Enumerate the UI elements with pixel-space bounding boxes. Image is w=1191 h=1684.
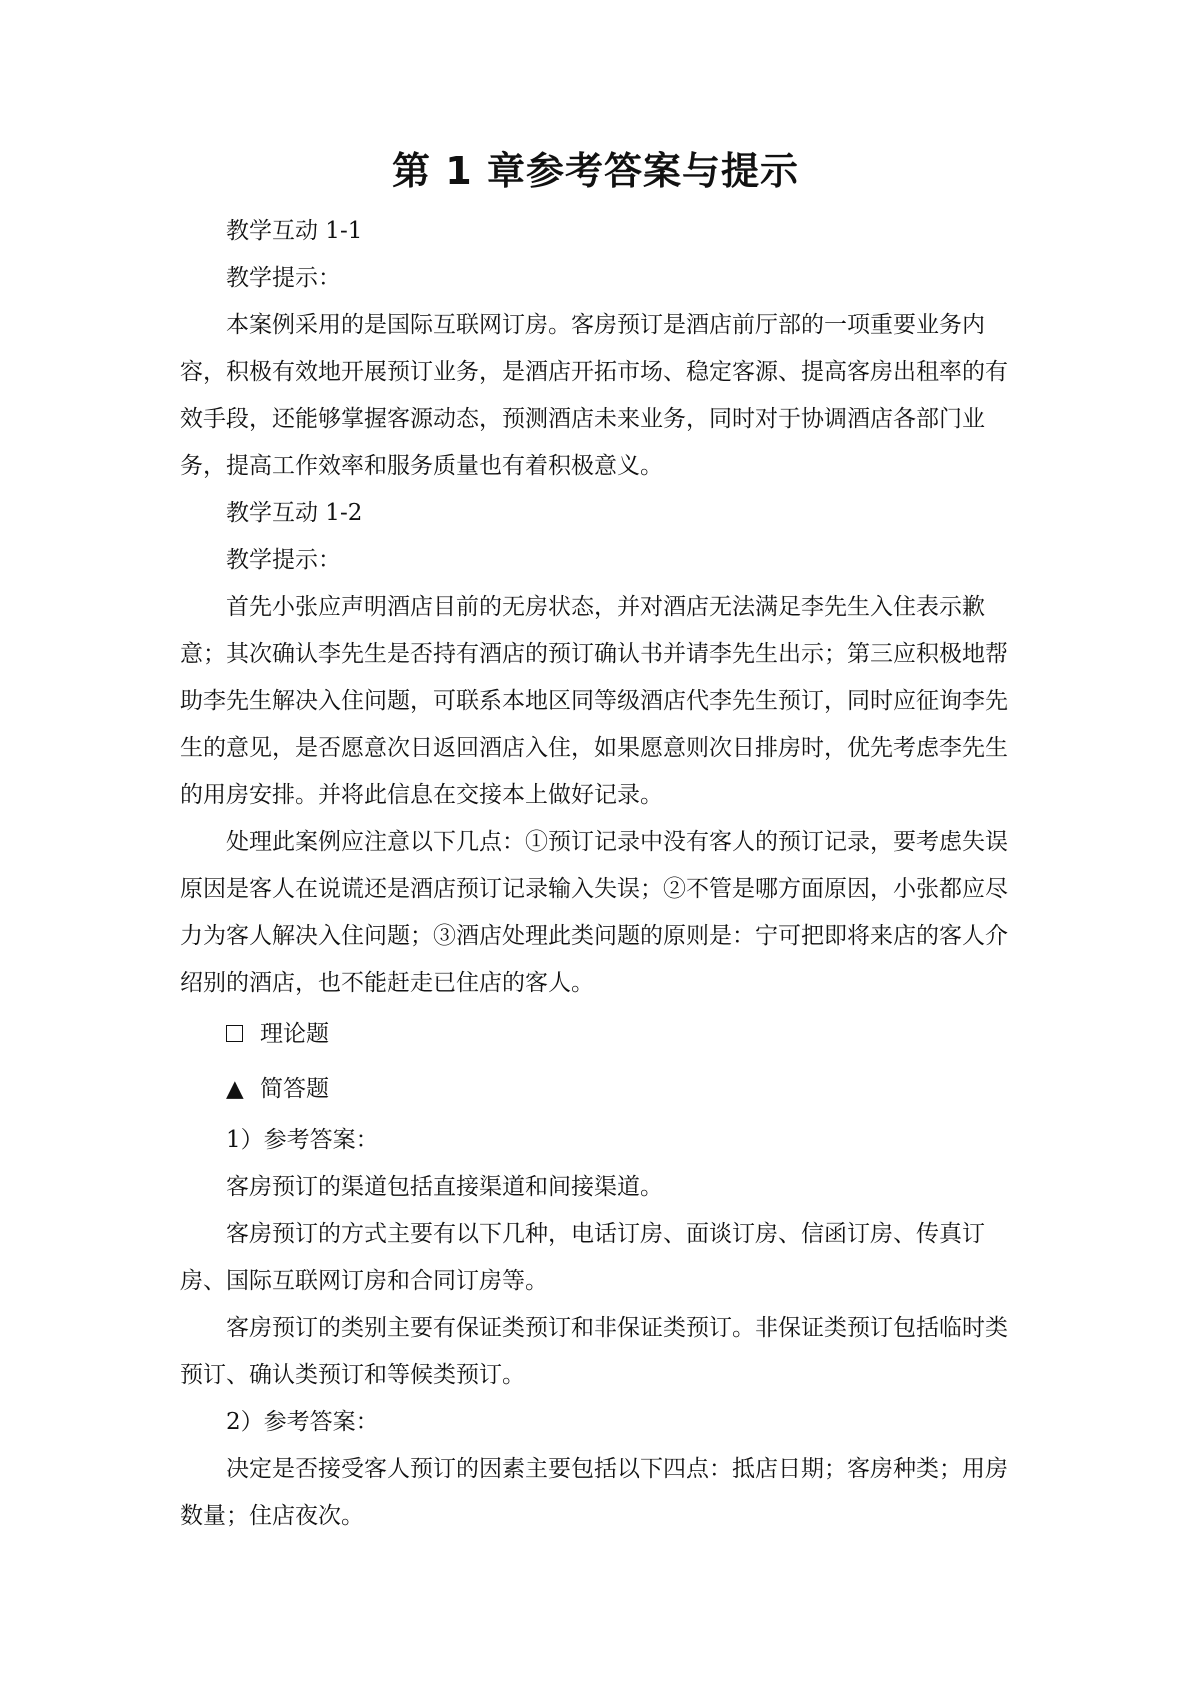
theory-section-label: 理论题: [260, 1021, 329, 1047]
teaching-tip-label-2: 教学提示：: [226, 547, 341, 573]
teaching-tip-label-1: 教学提示：: [226, 265, 341, 291]
answer-1-label: 1）参考答案：: [226, 1127, 379, 1153]
booking-methods: 客房预订的方式主要有以下几种，电话订房、面谈订房、信函订房、传真订房、国际互联网订房和合同订房等。: [180, 1221, 985, 1294]
teaching-interaction-1-2: 教学互动 1-2: [226, 500, 363, 526]
theory-section-heading: [180, 1007, 1018, 1062]
short-answer-heading: [180, 1062, 1018, 1117]
paragraph-case-notes: 处理此案例应注意以下几点：①预订记录中没有客人的预订记录，要考虑失误原因是客人在说谎还是酒店预订记录输入失误；②不管是哪方面原因，小张都应尽力为客人解决入住问题；③酒店处理此类问题的原则是：宁可把即将来店的客人介绍别的酒店，也不能赶走已住店的客人。: [180, 829, 1008, 996]
paragraph-no-room-response: 首先小张应声明酒店目前的无房状态，并对酒店无法满足李先生入住表示歉意；其次确认李先生是否持有酒店的预订确认书并请李先生出示；第三应积极地帮助李先生解决入住问题，可联系本地区同等级酒店代李先生预订，同时应征询李先生的意见，是否愿意次日返回酒店入住，如果愿意则次日排房时，优先考虑李先生的用房安排。并将此信息在交接本上做好记录。: [180, 594, 1008, 808]
teaching-interaction-1-1: 教学互动 1-1: [226, 218, 363, 244]
paragraph-online-booking: 本案例采用的是国际互联网订房。客房预订是酒店前厅部的一项重要业务内容，积极有效地开展预订业务，是酒店开拓市场、稳定客源、提高客房出租率的有效手段，还能够掌握客源动态，预测酒店未来业务，同时对于协调酒店各部门业务，提高工作效率和服务质量也有着积极意义。: [180, 312, 1008, 479]
triangle-icon: ▲: [226, 1076, 244, 1102]
booking-channels: 客房预订的渠道包括直接渠道和间接渠道。: [226, 1174, 663, 1200]
document-body: [180, 208, 1018, 1540]
empty-box-icon: [226, 1025, 243, 1042]
booking-decision-factors: 决定是否接受客人预订的因素主要包括以下四点：抵店日期；客房种类；用房数量；住店夜次。: [180, 1456, 1008, 1529]
booking-categories: 客房预订的类别主要有保证类预订和非保证类预订。非保证类预订包括临时类预订、确认类预订和等候类预订。: [180, 1315, 1008, 1388]
page-title: 第 1 章参考答案与提示: [392, 149, 799, 193]
short-answer-label: 简答题: [260, 1076, 329, 1102]
answer-2-label: 2）参考答案：: [226, 1409, 379, 1435]
